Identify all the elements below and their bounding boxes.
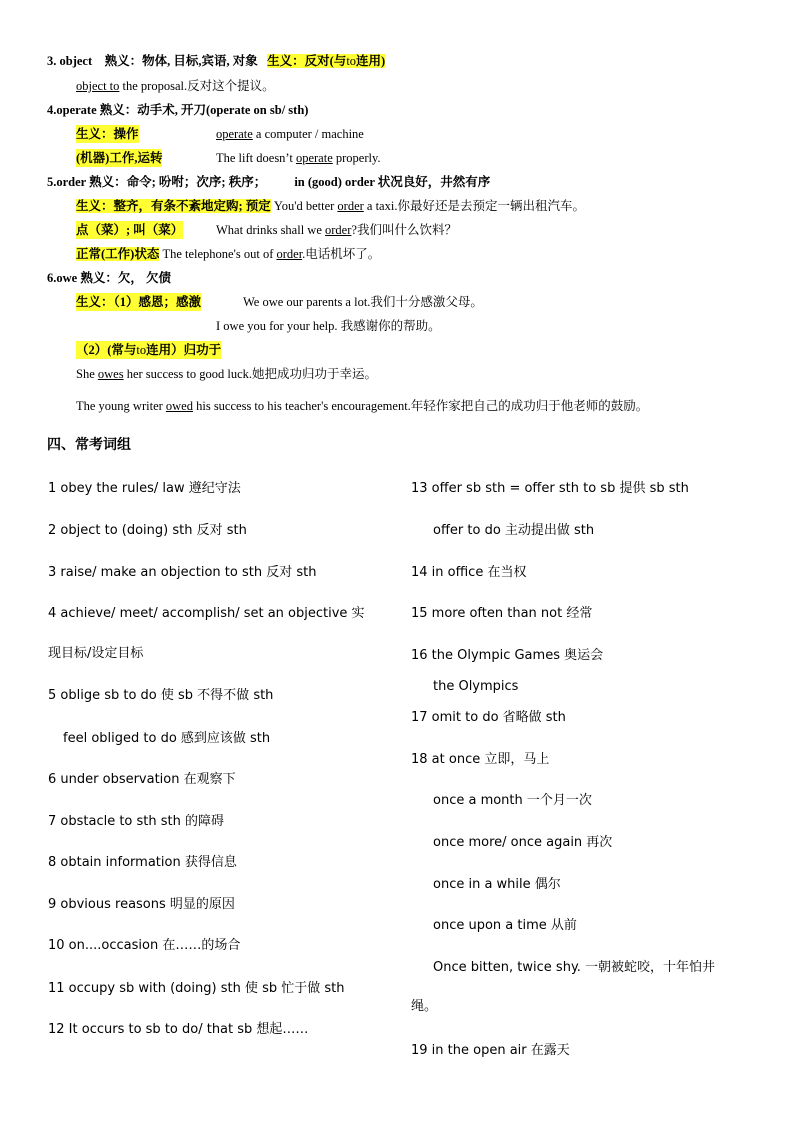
section-title: 四、常考词组 (47, 437, 131, 453)
example-sentence: object to the proposal.反对这个提议。 (76, 79, 275, 93)
highlight-new-meaning: 点（菜）; 叫（菜） (76, 223, 184, 237)
highlight-new-meaning: （2）(常与to连用）归功于 (76, 343, 222, 357)
phrase-item: 11 occupy sb with (doing) sth 使 sb 忙于做 sth (48, 981, 345, 996)
phrase-item: 1 obey the rules/ law 遵纪守法 (48, 481, 241, 496)
phrase-subitem: once more/ once again 再次 (433, 835, 613, 850)
phrase-subitem: offer to do 主动提出做 sth (433, 523, 595, 538)
example-sentence: The lift doesn’t operate properly. (216, 151, 381, 165)
phrase-item: 17 omit to do 省略做 sth (411, 710, 566, 725)
highlight-new-meaning: 生义：反对(与to连用) (267, 54, 386, 68)
phrase-item: 8 obtain information 获得信息 (48, 855, 237, 870)
phrase-item: 2 object to (doing) sth 反对 sth (48, 523, 247, 538)
highlight-new-meaning: 正常(工作)状态 (76, 247, 160, 261)
phrase-item-continued: 绳。 (411, 999, 438, 1014)
phrase-item: 7 obstacle to sth sth 的障碍 (48, 814, 225, 829)
phrase-item: 16 the Olympic Games 奥运会 (411, 648, 604, 663)
phrase-item: 10 on....occasion 在……的场合 (48, 938, 241, 953)
phrase-item: 5 oblige sb to do 使 sb 不得不做 sth (48, 688, 274, 703)
example-sentence: I owe you for your help. 我感谢你的帮助。 (216, 319, 441, 333)
highlight-new-meaning: 生义：整齐，有条不紊地定购; 预定 (76, 199, 271, 213)
phrase-item: 19 in the open air 在露天 (411, 1043, 570, 1058)
phrase-item: 15 more often than not 经常 (411, 606, 593, 621)
example-sentence: The young writer owed his success to his teacher's encouragement.年轻作家把自己的成功归于他老师的鼓励。 (76, 399, 649, 413)
phrase-subitem: Once bitten, twice shy. 一朝被蛇咬，十年怕井 (433, 960, 716, 975)
phrase-subitem: once a month 一个月一次 (433, 793, 592, 808)
phrase-item: 9 obvious reasons 明显的原因 (48, 897, 235, 912)
phrase-item-continued: 现目标/设定目标 (48, 646, 144, 661)
phrase-subitem: once upon a time 从前 (433, 918, 577, 933)
entry-order-heading: 5.order 熟义：命令; 吩咐；次序; 秩序； in (good) order 状况良好，井然有序 (47, 175, 491, 189)
phrase-subitem: feel obliged to do 感到应该做 sth (63, 731, 271, 746)
example-line: 正常(工作)状态 The telephone's out of order.电话机坏了。 (76, 247, 381, 261)
entry-object-heading: 3. object 熟义：物体, 目标,宾语, 对象 生义：反对(与to连用) (47, 54, 386, 68)
phrase-item: 14 in office 在当权 (411, 565, 527, 580)
phrase-subitem: once in a while 偶尔 (433, 877, 561, 892)
highlight-new-meaning: 生义：（1）感恩；感激 (76, 295, 202, 309)
phrase-item: 13 offer sb sth = offer sth to sb 提供 sb sth (411, 481, 689, 496)
example-sentence: She owes her success to good luck.她把成功归功于幸运。 (76, 367, 378, 381)
highlight-new-meaning: (机器)工作,运转 (76, 151, 163, 165)
example-sentence: operate a computer / machine (216, 127, 364, 141)
phrase-item: 6 under observation 在观察下 (48, 772, 236, 787)
entry-operate-heading: 4.operate 熟义：动手术, 开刀(operate on sb/ sth) (47, 103, 309, 117)
phrase-item: 4 achieve/ meet/ accomplish/ set an objective 实 (48, 606, 365, 621)
example-line: 生义：整齐，有条不紊地定购; 预定 You'd better order a taxi.你最好还是去预定一辆出租汽车。 (76, 199, 585, 213)
highlight-new-meaning: 生义：操作 (76, 127, 139, 141)
entry-owe-heading: 6.owe 熟义：欠， 欠债 (47, 271, 171, 285)
phrase-item: 18 at once 立即，马上 (411, 752, 550, 767)
phrase-subitem: the Olympics (433, 679, 519, 694)
example-sentence: We owe our parents a lot.我们十分感激父母。 (243, 295, 483, 309)
phrase-item: 3 raise/ make an objection to sth 反对 sth (48, 565, 317, 580)
phrase-item: 12 It occurs to sb to do/ that sb 想起…… (48, 1022, 309, 1037)
example-sentence: What drinks shall we order?我们叫什么饮料？ (216, 223, 457, 237)
